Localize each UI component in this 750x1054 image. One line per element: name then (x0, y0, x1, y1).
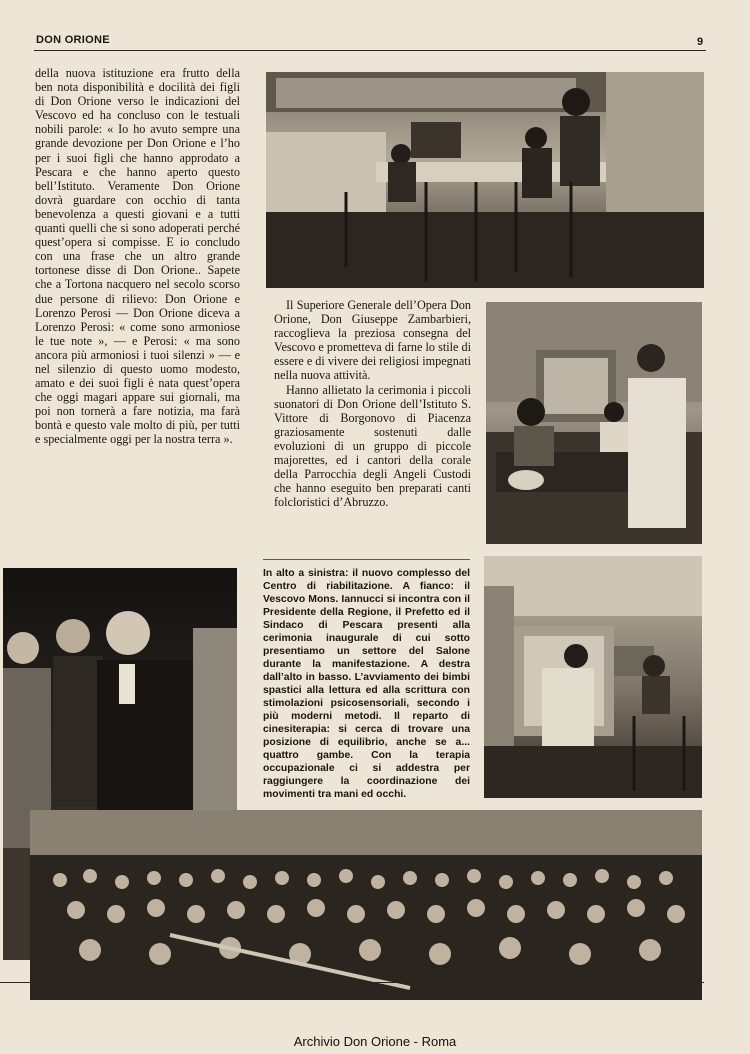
photo-occupational-therapy (484, 556, 702, 798)
article-paragraph: Il Superiore Generale dell’Opera Don Orione, Don Giuseppe Zambarbieri, raccoglieva la preziosa consegna del Vescovo e prometteva di farne lo stile di essere e di vivere dei religiosi impegnati nella nuova attività. (274, 298, 471, 383)
photo-audience-hall (30, 810, 702, 1000)
photo-occupational-therapy-drawing (484, 556, 702, 798)
article-paragraph: Hanno allietato la cerimonia i piccoli suonatori di Don Orione dell’Istituto S. Vittore di Borgonovo di Piacenza graziosamente sostenuti dalle evoluzioni di un gruppo di piccole majorettes, ed i cantori della corale della Parrocchia degli Angeli Custodi che hanno eseguito ben preparati canti folcloristici d’Abruzzo. (274, 382, 471, 510)
page-number: 9 (697, 36, 704, 48)
article-column-middle (274, 298, 471, 509)
photo-caption: In alto a sinistra: il nuovo complesso del Centro di riabilitazione. A fianco: il Vescovo Mons. Iannucci si incontra con il Presidente della Regione, il Prefetto ed il Sindaco di Pescara presenti alla cerimonia inaugurale di cui sotto presentiamo un settore del Salone durante la manifestazione. A destra dall’alto in basso. L’avviamento dei bimbi spastici alla lettura ed alla scrittura con stimolazioni psicosensoriali, secondo i più moderni metodi. Il reparto di cinesiterapia: si cerca di trovare una posizione di equilibrio, anche se a... quattro gambe. Con la terapia occupazionale ci si addestra per raggiungere la coordinazione dei movimenti tra mani ed occhi. (263, 568, 470, 800)
photo-rehabilitation-center (266, 72, 704, 288)
caption-accent-rule (263, 559, 470, 560)
footer-rule (0, 982, 704, 983)
article-column-left (35, 66, 240, 447)
photo-audience-drawing (30, 810, 702, 1000)
header-rule (34, 50, 706, 51)
archive-footer: Archivio Don Orione - Roma (293, 1034, 457, 1049)
article-paragraph: della nuova istituzione era frutto della ben nota disponibilità e docilità dei figli di Don Orione verso le indicazioni del Vescovo ed ha concluso con le testuali nobili parole: « Io ho avuto sempre una grande devozione per Don Orione e l’ho per i suoi figli che hanno approdato a Pescara e che hanno aperto questo bell’Istituto. Veramente Don Orione dovrà guardare con occhio di tanta benevolenza a questi giovani e a tutti quanti quelli che si sono adoperati perché quest’opera si compisse. E io concludo con una frase che un altro grande tortonese disse di Don Orione.. Sapete che a Tortona nacquero nel secolo scorso due persone di rilievo: Don Orione e Lorenzo Perosi — Don Orione diceva a Lorenzo Perosi: « come sono armoniose le tue note », — e Perosi: « ma sono ancora più armoniosi i tuoi silenzi » — e nel silenzio di questo uomo modesto, amato e dei suoi figli è nata quest’opera che oggi magari appare sui giornali, ma poi non tornerà a fare notizia, ma farà bontà e questo vale molto di più, per tutti e specialmente oggi per la nostra terra ». (35, 66, 240, 447)
magazine-title: DON ORIONE (36, 34, 110, 46)
photo-reading-writing-session (486, 302, 702, 544)
photo-rehabilitation-center-drawing (266, 72, 704, 288)
photo-reading-writing-drawing (486, 302, 702, 544)
